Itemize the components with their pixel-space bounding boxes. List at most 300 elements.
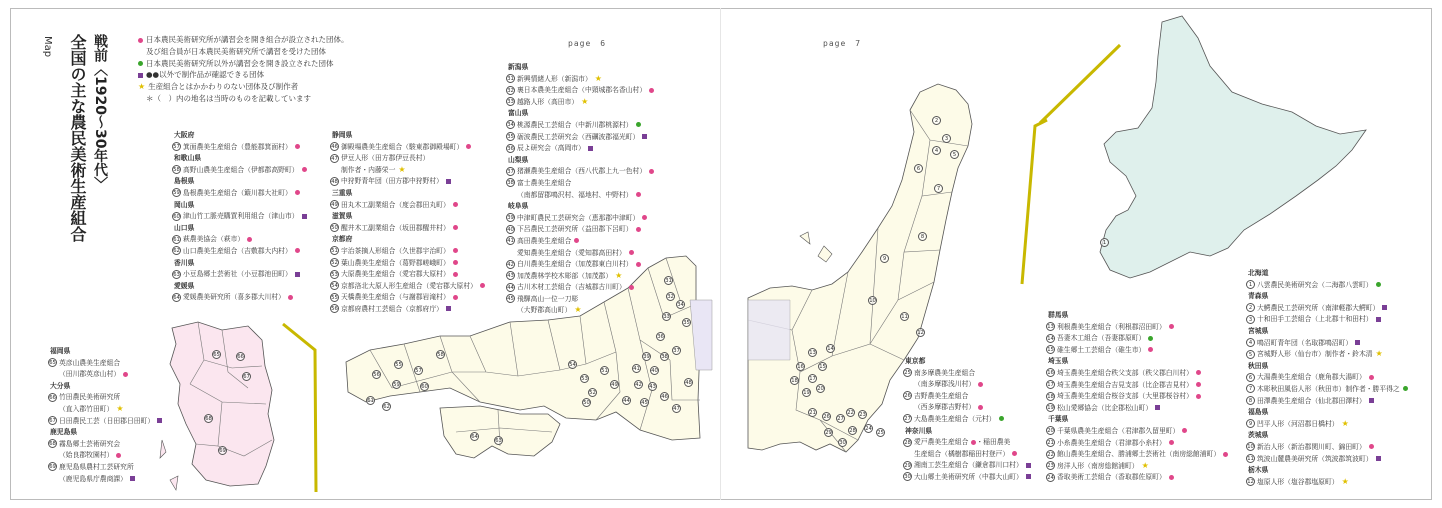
entry-text: 箕面農美生産組合（豊能郡箕面村） <box>183 142 292 151</box>
list-item <box>330 304 485 316</box>
star-marker-icon: ★ <box>1341 418 1349 428</box>
prefecture-heading: 愛媛県 <box>174 281 195 290</box>
pink-dot-icon <box>636 192 641 197</box>
map-number-marker: 24 <box>865 426 872 432</box>
list-item <box>48 369 162 381</box>
entry-text: 埼玉農美生産組合秩父支部（秩父郡白川村） <box>1057 368 1193 377</box>
list-item <box>1046 403 1228 415</box>
entry-number: 47 <box>331 155 338 162</box>
pink-dot-icon <box>247 237 252 242</box>
list-kanto <box>1046 310 1228 484</box>
map-number-marker: 31 <box>665 278 672 284</box>
prefecture-heading: 秋田県 <box>1248 361 1269 370</box>
entry-text: （西多摩郡吉野村） <box>914 403 976 412</box>
pink-dot-icon <box>629 250 634 255</box>
map-number-marker: 17 <box>809 376 816 382</box>
entry-text: 愛戸農美生産組合 <box>914 438 969 447</box>
entry-number: 53 <box>331 271 338 278</box>
prefecture-heading: 山梨県 <box>508 155 529 164</box>
list-item <box>172 142 307 154</box>
map-number-marker: 34 <box>677 302 684 308</box>
purple-square-icon <box>1376 456 1381 461</box>
pink-dot-icon <box>302 167 307 172</box>
legend-item <box>138 81 349 93</box>
purple-square-icon <box>588 146 593 151</box>
list-item <box>506 143 654 155</box>
star-marker-icon: ★ <box>116 403 124 413</box>
entry-number: 5 <box>1246 350 1255 359</box>
entry-number: 11 <box>1247 456 1254 462</box>
entry-number: 13 <box>1047 324 1054 331</box>
prefecture-heading: 福岡県 <box>50 347 71 355</box>
list-item <box>903 368 1031 380</box>
pink-dot-icon <box>453 248 458 253</box>
entry-number: 58 <box>173 167 180 174</box>
legend-text: 及び組合員が日本農民美術研究所で講習を受けた団体 <box>146 46 326 56</box>
prefecture-heading: 島根県 <box>174 177 195 186</box>
map-number-marker: 64 <box>471 434 478 440</box>
entry-text: 竹田農民美術研究所 <box>59 393 121 402</box>
list-item <box>48 439 162 451</box>
pink-dot-icon <box>295 190 300 195</box>
entry-text: 利根農美生産組合（利根郡沼田町） <box>1057 322 1166 331</box>
list-item <box>48 474 162 486</box>
entry-text: 辰よ研究会（高岡市） <box>517 144 585 153</box>
entry-text: 下呂農民工芸研究所（益田郡下呂町） <box>517 225 633 234</box>
map-number-marker: 50 <box>583 400 590 406</box>
list-item <box>1246 349 1408 361</box>
map-number-marker: 35 <box>683 320 690 326</box>
map-number-marker: 60 <box>421 384 428 390</box>
entry-text: 湘南工芸生産組合（鎌倉郡川口村） <box>914 461 1023 470</box>
entry-text: 館山農美生産組合、勝浦郷土芸術社（南房総館浦町） <box>1057 450 1221 459</box>
pink-dot-icon <box>453 295 458 300</box>
entry-text: 霧島郷土芸術研究会 <box>59 439 121 448</box>
prefecture-heading: 新潟県 <box>508 63 529 71</box>
purple-square-icon <box>1026 463 1031 468</box>
list-item <box>506 190 654 202</box>
prefecture-heading: 鹿児島県 <box>50 428 78 437</box>
map-number-marker: 44 <box>623 398 630 404</box>
entry-number: 65 <box>49 360 56 367</box>
entry-number: 29 <box>904 462 911 469</box>
map-number-marker: 58 <box>437 352 444 358</box>
entry-number: 56 <box>331 306 338 313</box>
entry-number: 28 <box>904 439 911 446</box>
pink-dot-icon <box>978 382 983 387</box>
map-number-marker: 68 <box>205 416 212 422</box>
map-number-marker: 43 <box>649 384 656 390</box>
pink-dot-icon <box>453 202 458 207</box>
hokkaido-island <box>1100 16 1366 278</box>
entry-text: 吉野農美生産組合 <box>914 391 969 400</box>
entry-number: 6 <box>1246 373 1255 382</box>
entry-text: （姶良郡牧園村） <box>59 451 114 460</box>
entry-number: 46 <box>331 144 338 151</box>
entry-number: 61 <box>173 236 180 243</box>
list-item <box>330 258 485 270</box>
entry-number: 51 <box>331 248 338 255</box>
map-number-marker: 7 <box>934 184 943 193</box>
prefecture-heading: 滋賀県 <box>332 212 353 221</box>
entry-number: 64 <box>173 294 180 301</box>
map-number-marker: 6 <box>914 164 923 173</box>
entry-text: 八雲農民美術研究会（二海郡八雲町） <box>1257 280 1373 289</box>
entry-number: 45 <box>507 296 514 303</box>
list-item <box>172 234 307 246</box>
map-number-marker: 62 <box>383 404 390 410</box>
legend-item <box>138 34 349 46</box>
list-item <box>330 246 485 258</box>
page-number-left: page 6 <box>568 39 607 48</box>
list-item <box>903 460 1031 472</box>
list-item <box>903 437 1031 449</box>
entry-text: 宮城野人形（仙台市）制作者・鈴木清 <box>1257 350 1373 359</box>
purple-square-icon <box>1155 405 1160 410</box>
map-number-marker: 45 <box>641 400 648 406</box>
list-item <box>1246 477 1408 489</box>
list-item <box>330 292 485 304</box>
pink-dot-icon <box>649 169 654 174</box>
entry-text: 宇治茶摘人形組合（久世郡宇治町） <box>341 246 450 255</box>
list-item <box>903 391 1031 403</box>
entry-text: 南多摩農美生産組合 <box>914 368 976 377</box>
list-item <box>330 223 485 235</box>
map-number-marker: 42 <box>635 382 642 388</box>
prefecture-heading: 大分県 <box>50 381 71 390</box>
entry-text: 大鰐農民工芸研究所（南津軽郡大鰐町） <box>1257 303 1380 312</box>
green-dot-icon <box>1376 282 1381 287</box>
map-number-marker: 51 <box>601 368 608 374</box>
entry-number: 54 <box>331 283 338 290</box>
entry-text: 埼玉農美生産組合吉見支部（比企郡吉見村） <box>1057 380 1193 389</box>
map-number-marker: 26 <box>823 414 830 420</box>
entry-number: 69 <box>49 464 56 471</box>
entry-number: 38 <box>507 180 514 187</box>
entry-text: 田澤農美生産組合（仙北郡田澤村） <box>1257 396 1366 405</box>
legend-item <box>138 93 349 105</box>
map-number-marker: 39 <box>643 354 650 360</box>
map-number-marker: 46 <box>661 394 668 400</box>
list-item <box>903 402 1031 414</box>
list-item <box>903 449 1031 461</box>
entry-number: 21 <box>1047 440 1054 447</box>
purple-square-icon <box>642 134 647 139</box>
pink-dot-icon <box>1169 324 1174 329</box>
map-number-marker: 63 <box>495 438 502 444</box>
list-item <box>1246 280 1408 292</box>
star-marker-icon: ★ <box>594 73 602 83</box>
entry-text: 島根農美生産組合（簸川郡大社町） <box>183 188 292 197</box>
map-number-marker: 57 <box>415 368 422 374</box>
entry-text: 鹿児島県農村工芸研究所 <box>59 462 134 471</box>
map-number-marker: 3 <box>942 134 951 143</box>
pink-dot-icon <box>1148 347 1153 352</box>
list-item <box>506 178 654 190</box>
map-number-marker: 12 <box>917 330 924 336</box>
legend-text: 日本農民美術研究所以外が講習会を開き設立された団体 <box>146 58 334 68</box>
prefecture-heading: 和歌山県 <box>174 154 202 163</box>
map-number-marker: 5 <box>950 150 959 159</box>
star-marker-icon: ★ <box>1375 349 1383 359</box>
purple-square-icon <box>1369 398 1374 403</box>
pink-dot-icon <box>453 272 458 277</box>
list-item <box>330 269 485 281</box>
pink-dot-icon <box>574 238 579 243</box>
entry-text: 大原農美生産組合（愛宕郡大原村） <box>341 270 450 279</box>
entry-number: 63 <box>173 271 180 278</box>
entry-text: 大島農美生産組合（元村） <box>914 414 996 423</box>
list-item <box>1046 449 1228 461</box>
map-number-marker: 23 <box>859 412 866 418</box>
pink-dot-icon <box>480 283 485 288</box>
pink-dot-icon <box>1369 444 1374 449</box>
list-item <box>172 269 307 281</box>
list-item <box>1046 391 1228 403</box>
list-item <box>506 74 654 86</box>
list-item <box>1246 372 1408 384</box>
map-number-marker: 25 <box>877 430 884 436</box>
list-item <box>1246 419 1408 431</box>
list-item <box>1046 380 1228 392</box>
entry-text: 山口農美生産組合（吉敷郡大内村） <box>183 246 292 255</box>
entry-text: 愛知農美生産組合（愛知郡高田村） <box>517 248 626 257</box>
entry-number: 12 <box>1247 479 1254 486</box>
prefecture-heading: 千葉県 <box>1048 415 1069 424</box>
entry-text: 制作者・内藤栄一 <box>341 165 396 174</box>
pink-dot-icon <box>636 227 641 232</box>
map-number-marker: 61 <box>367 398 374 404</box>
entry-text: 新治人形（新治郡関川町、錦田町） <box>1257 442 1366 451</box>
list-item <box>330 165 485 177</box>
pink-dot-icon <box>629 285 634 290</box>
list-item <box>1046 426 1228 438</box>
star-marker-icon: ★ <box>398 164 406 174</box>
list-item <box>172 211 307 223</box>
list-item <box>1246 384 1408 396</box>
map-number-marker: 32 <box>667 294 674 300</box>
entry-text: 猪瀬農美生産組合（西八代郡上九一色村） <box>517 167 647 176</box>
entry-text: 天橋農美生産組合（与謝郡岩滝村） <box>341 293 450 302</box>
purple-square-icon <box>1026 474 1031 479</box>
list-item <box>330 281 485 293</box>
list-item <box>1046 322 1228 334</box>
entry-number: 35 <box>507 134 514 141</box>
entry-number: 18 <box>1047 393 1054 400</box>
list-item <box>903 472 1031 484</box>
list-item <box>48 416 162 428</box>
star-marker-icon: ★ <box>581 96 589 106</box>
divider-line-hokkaido <box>1040 45 1120 123</box>
list-item <box>48 450 162 462</box>
pink-dot-icon <box>1169 440 1174 445</box>
list-hokuriku <box>506 62 654 317</box>
prefecture-heading: 岡山県 <box>174 200 195 209</box>
map-number-marker: 66 <box>237 354 244 360</box>
list-item <box>506 132 654 144</box>
entry-number: 48 <box>331 178 338 185</box>
map-number-marker: 53 <box>581 376 588 382</box>
map-number-marker: 67 <box>243 374 250 380</box>
entry-number: 67 <box>49 418 56 425</box>
entry-text: 高田農美生産組合 <box>517 236 572 245</box>
list-item <box>1246 338 1408 350</box>
pink-dot-icon <box>1182 428 1187 433</box>
map-number-marker: 30 <box>839 440 846 446</box>
list-item <box>506 282 654 294</box>
pink-dot-icon <box>453 260 458 265</box>
pink-dot-icon <box>116 453 121 458</box>
entry-number: 19 <box>1047 405 1054 412</box>
entry-text: 吾妻木工組合（吾妻郡原町） <box>1057 334 1146 343</box>
map-number-marker: 47 <box>673 406 680 412</box>
pink-dot-icon <box>1196 394 1201 399</box>
entry-number: 25 <box>904 370 911 377</box>
list-item <box>1046 368 1228 380</box>
list-item <box>506 248 654 260</box>
prefecture-heading: 京都府 <box>332 235 353 244</box>
list-item <box>48 404 162 416</box>
map-number-marker: 4 <box>932 146 941 155</box>
entry-number: 49 <box>331 202 338 209</box>
pink-dot-icon <box>978 405 983 410</box>
list-item <box>1246 442 1408 454</box>
entry-extra-text: ・稲田農美 <box>976 438 1011 447</box>
list-item <box>506 259 654 271</box>
entry-text: 越路人形（高田市） <box>517 97 579 106</box>
entry-text: 鳴沼町青年団（名取郡鳴沼町） <box>1257 338 1353 347</box>
list-item <box>330 142 485 154</box>
map-label: Map <box>42 36 53 58</box>
prefecture-heading: 埼玉県 <box>1048 357 1069 366</box>
entry-number: 66 <box>49 394 56 401</box>
entry-number: 44 <box>507 284 514 291</box>
map-number-marker: 48 <box>685 380 692 386</box>
prefecture-heading: 大阪府 <box>174 131 195 139</box>
entry-number: 8 <box>1246 396 1255 405</box>
prefecture-heading: 群馬県 <box>1048 311 1069 319</box>
entry-number: 68 <box>49 441 56 448</box>
entry-text: 房洋人形（南房総館浦町） <box>1057 461 1139 470</box>
list-chubu <box>330 130 485 316</box>
entry-text: 伊豆人形（田方郡伊豆長村） <box>341 154 430 163</box>
map-number-marker: 13 <box>809 350 816 356</box>
prefecture-heading: 山口県 <box>174 223 195 232</box>
map-number-marker: 59 <box>393 382 400 388</box>
entry-number: 4 <box>1246 338 1255 347</box>
entry-number: 20 <box>1047 428 1054 435</box>
entry-number: 9 <box>1246 419 1255 428</box>
entry-text: 小豆島郷土芸術社（小豆郡池田町） <box>183 270 292 279</box>
map-number-marker: 41 <box>633 366 640 372</box>
list-item <box>48 358 162 370</box>
list-item <box>506 85 654 97</box>
entry-number: 1 <box>1246 280 1255 289</box>
divider-line-kyushu <box>283 324 316 492</box>
green-dot-icon <box>1403 386 1408 391</box>
map-number-marker: 29 <box>825 430 832 436</box>
map-number-marker: 27 <box>837 416 844 422</box>
map-number-marker: 54 <box>569 362 576 368</box>
entry-text: 醒井木工副業組合（坂田郡醒井村） <box>341 223 450 232</box>
purple-square-icon <box>1355 340 1360 345</box>
map-number-marker: 69 <box>219 448 226 454</box>
entry-number: 60 <box>173 213 180 220</box>
prefecture-heading: 東京都 <box>905 357 926 365</box>
map-number-marker: 10 <box>869 298 876 304</box>
entry-text: 香取美術工芸組合（香取郡佐原町） <box>1057 473 1166 482</box>
entry-text: 中狩野青年団（田方郡中狩野村） <box>341 177 443 186</box>
entry-text: 大湯農美生産組合（鹿角郡大湯町） <box>1257 373 1366 382</box>
entry-number: 2 <box>1246 303 1255 312</box>
purple-square-icon <box>1376 317 1381 322</box>
map-number-marker: 2 <box>932 116 941 125</box>
purple-square-icon <box>446 179 451 184</box>
purple-square-icon <box>295 272 300 277</box>
list-item <box>1246 303 1408 315</box>
star-marker-icon: ★ <box>1341 476 1349 486</box>
map-number-marker: 37 <box>673 348 680 354</box>
prefecture-heading: 北海道 <box>1248 269 1269 277</box>
entry-number: 23 <box>1047 463 1054 470</box>
list-item <box>48 462 162 474</box>
entry-text: （田川郡英彦山村） <box>59 370 121 379</box>
list-item <box>1046 345 1228 357</box>
map-number-marker: 9 <box>880 254 889 263</box>
list-item <box>1046 333 1228 345</box>
page-number-right: page 7 <box>823 39 862 48</box>
entry-text: 愛媛農美研究所（喜多郡大川村） <box>183 293 285 302</box>
map-number-marker: 38 <box>661 354 668 360</box>
list-item <box>506 166 654 178</box>
prefecture-heading: 三重県 <box>332 188 353 197</box>
entry-text: （南多摩郡浅川村） <box>914 380 976 389</box>
pink-dot-icon <box>1223 452 1228 457</box>
entry-number: 16 <box>1047 370 1054 377</box>
pink-dot-icon <box>1369 375 1374 380</box>
entry-text: 津山竹工脈売購買利用組合（津山市） <box>183 212 299 221</box>
list-item <box>1046 438 1228 450</box>
entry-text: 富士農美生産組合 <box>517 178 572 187</box>
pink-dot-icon <box>1196 370 1201 375</box>
green-dot-icon <box>138 61 143 66</box>
entry-number: 22 <box>1047 451 1054 458</box>
map-number-marker: 22 <box>847 410 854 416</box>
map-number-marker: 33 <box>663 314 670 320</box>
list-kyushu <box>48 346 162 485</box>
purple-square-icon <box>130 476 135 481</box>
list-item <box>506 271 654 283</box>
entry-text: 中津町農民工芸研究会（恵那郡中津町） <box>517 213 640 222</box>
entry-text: 塩原人形（塩谷郡塩原町） <box>1257 477 1339 486</box>
divider-line-tohoku <box>1022 120 1047 284</box>
entry-number: 36 <box>507 145 514 152</box>
entry-text: 高野山農美生産組合（伊都郡高野町） <box>183 165 299 174</box>
purple-square-icon <box>446 306 451 311</box>
entry-text: 筑波山麓農美研究所（筑波郡筑波町） <box>1257 454 1373 463</box>
list-item <box>506 294 654 306</box>
map-number-marker: 20 <box>817 386 824 392</box>
entry-number: 59 <box>173 190 180 197</box>
pink-dot-icon <box>295 248 300 253</box>
purple-square-icon <box>302 214 307 219</box>
list-item <box>172 292 307 304</box>
list-item <box>506 97 654 109</box>
entry-text: 田丸木工副業組合（度会郡田丸町） <box>341 200 450 209</box>
list-item <box>1246 454 1408 466</box>
map-number-marker: 11 <box>901 314 908 320</box>
map-number-marker: 16 <box>797 364 804 370</box>
